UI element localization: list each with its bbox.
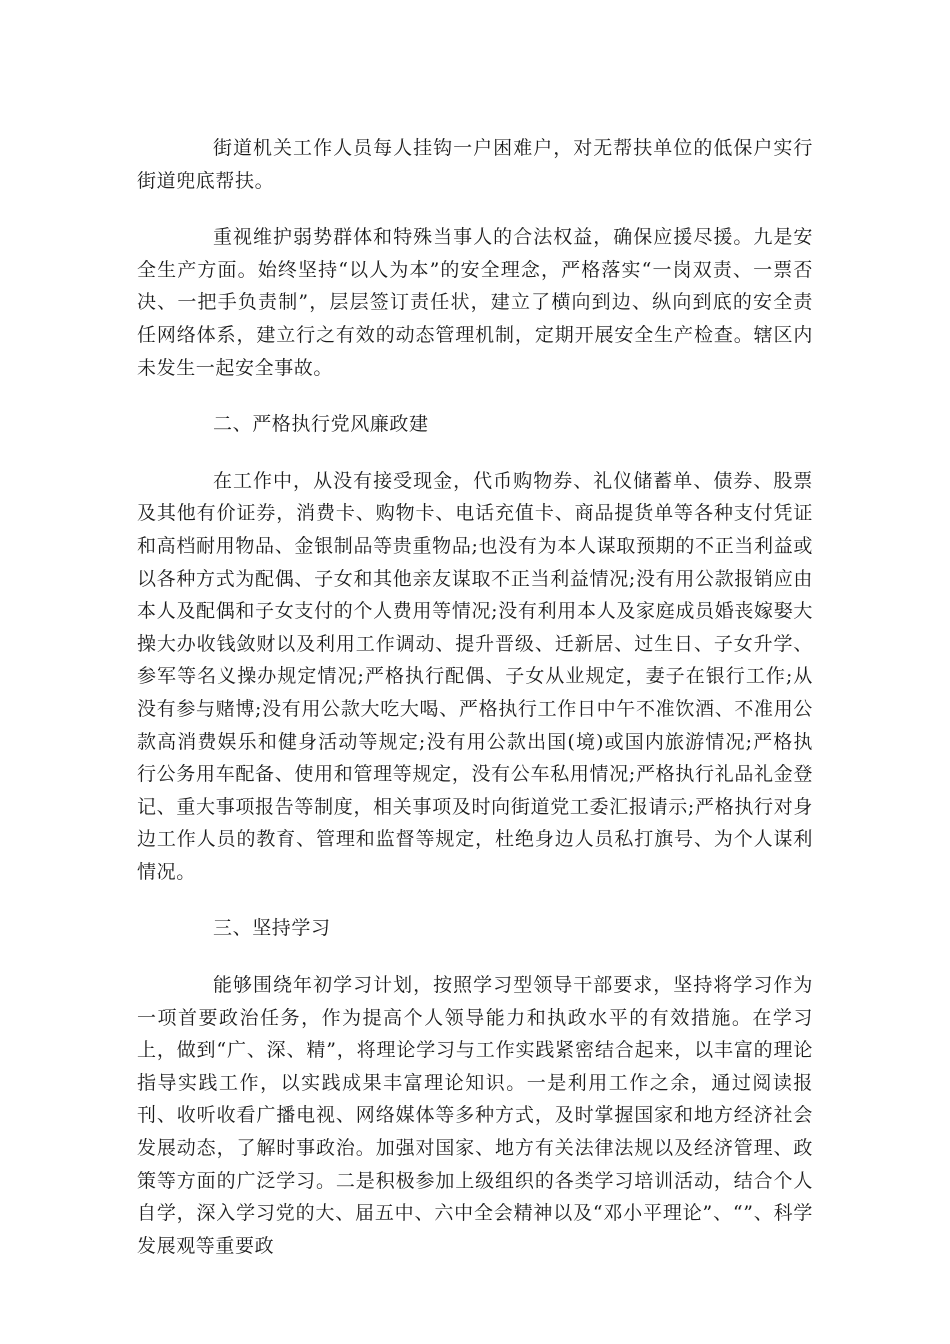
section-heading-integrity: 二、严格执行党风廉政建 — [213, 413, 429, 436]
paragraph-street-staff-help: 街道机关工作人员每人挂钩一户困难户，对无帮扶单位的低保户实行街道兜底帮扶。 — [137, 137, 813, 192]
document-body — [137, 132, 813, 1286]
paragraph-integrity-details: 在工作中，从没有接受现金，代币购物券、礼仪储蓄单、债券、股票及其他有价证券，消费卡、购物卡、电话充值卡、商品提货单等各种支付凭证和高档耐用物品、金银制品等贵重物品;也没有为本人谋取预期的不正当利益或以各种方式为配偶、子女和其他亲友谋取不正当利益情况;没有用公款报销应由本人及配偶和子女支付的个人费用等情况;没有利用本人及家庭成员婚丧嫁娶大操大办收钱敛财以及利用工作调动、提升晋级、迁新居、过生日、子女升学、参军等名义操办规定情况;严格执行配偶、子女从业规定，妻子在银行工作;从没有参与赌博;没有用公款大吃大喝、严格执行工作日中午不准饮酒、不准用公款高消费娱乐和健身活动等规定;没有用公款出国(境)或国内旅游情况;严格执行公务用车配备、使用和管理等规定，没有公车私用情况;严格执行礼品礼金登记、重大事项报告等制度，相关事项及时向街道党工委汇报请示;严格执行对身边工作人员的教育、管理和监督等规定，杜绝身边人员私打旗号、为个人谋利情况。 — [137, 469, 813, 883]
paragraph-safety-production: 重视维护弱势群体和特殊当事人的合法权益，确保应援尽援。九是安全生产方面。始终坚持“以人为本”的安全理念，严格落实“一岗双责、一票否决、一把手负责制”，层层签订责任状，建立了横向到边、纵向到底的安全责任网络体系，建立行之有效的动态管理机制，定期开展安全生产检查。辖区内未发生一起安全事故。 — [137, 226, 813, 379]
paragraph-study-details: 能够围绕年初学习计划，按照学习型领导干部要求，坚持将学习作为一项首要政治任务，作为提高个人领导能力和执政水平的有效措施。在学习上，做到“广、深、精”，将理论学习与工作实践紧密结合起来，以丰富的理论指导实践工作，以实践成果丰富理论知识。一是利用工作之余，通过阅读报刊、收听收看广播电视、网络媒体等多种方式，及时掌握国家和地方经济社会发展动态，了解时事政治。加强对国家、地方有关法律法规以及经济管理、政策等方面的广泛学习。二是积极参加上级组织的各类学习培训活动，结合个人自学，深入学习党的大、届五中、六中全会精神以及“邓小平理论”、“”、科学发展观等重要政 — [137, 974, 813, 1257]
section-heading-study: 三、坚持学习 — [213, 917, 331, 940]
